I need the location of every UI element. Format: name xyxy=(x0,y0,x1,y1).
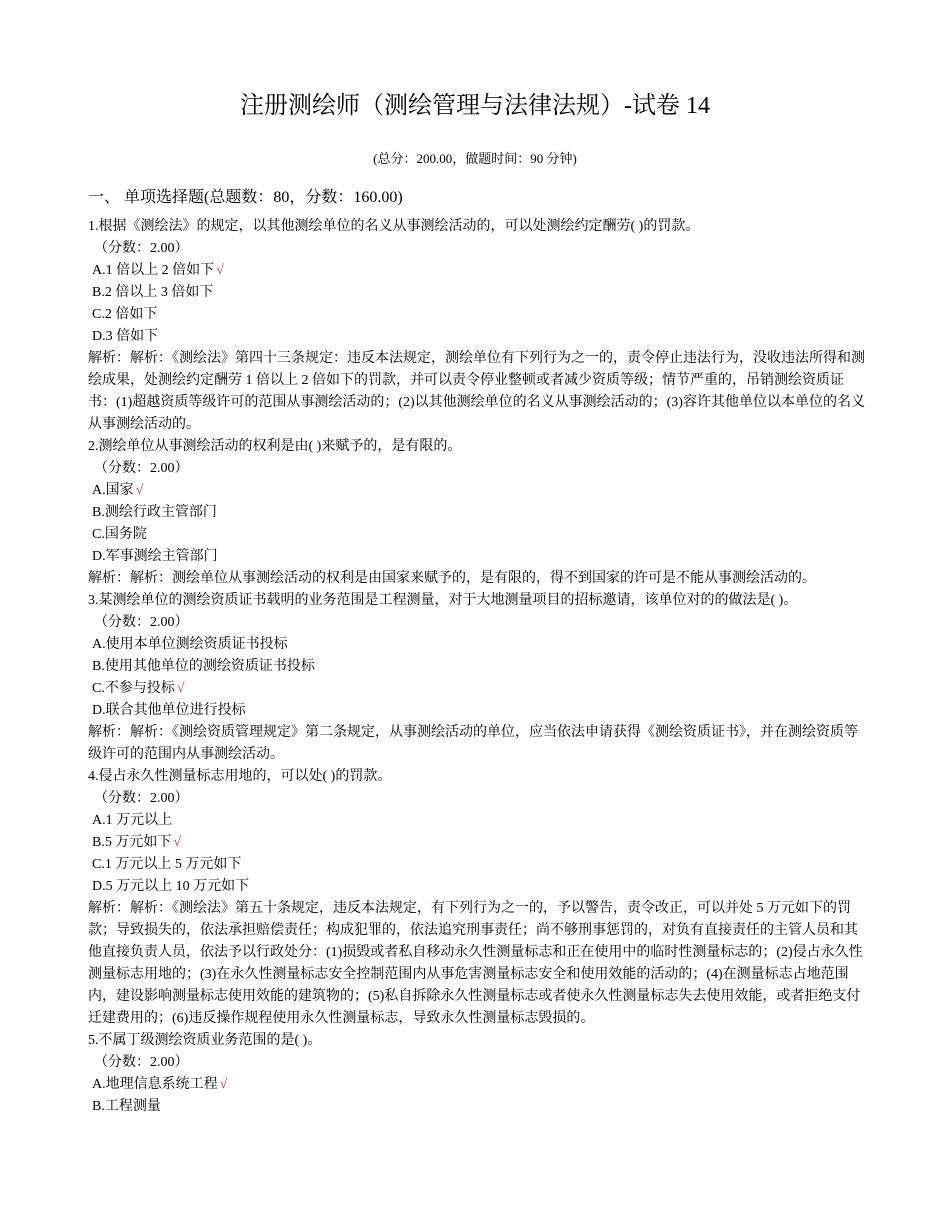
option-text: A.地理信息系统工程 xyxy=(92,1077,218,1092)
option-b xyxy=(88,502,868,524)
option-b xyxy=(88,282,868,304)
analysis-text: 解析：解析：《测绘资质管理规定》第二条规定，从事测绘活动的单位，应当依法申请获得《测绘资质证书》，并在测绘资质等级许可的范围内从事测绘活动。 xyxy=(88,725,858,762)
option-text: C.国务院 xyxy=(92,527,147,542)
question-stem: 2.测绘单位从事测绘活动的权利是由( )来赋予的，是有限的。 xyxy=(88,439,462,454)
option-a xyxy=(88,1074,868,1096)
question-stem: 3.某测绘单位的测绘资质证书载明的业务范围是工程测量，对于大地测量项目的招标邀请，该单位对的的做法是( )。 xyxy=(88,593,798,608)
option-text: B.工程测量 xyxy=(92,1099,161,1114)
option-a xyxy=(88,260,868,282)
option-text: D.联合其他单位进行投标 xyxy=(92,703,246,718)
option-text: C.1 万元以上 5 万元如下 xyxy=(92,857,242,872)
option-d xyxy=(88,700,868,722)
question-score: （分数：2.00） xyxy=(94,241,189,256)
question-4 xyxy=(88,766,868,1030)
correct-check-icon: √ xyxy=(135,483,144,498)
option-c xyxy=(88,678,868,700)
correct-check-icon: √ xyxy=(176,681,185,696)
option-text: C.不参与投标 xyxy=(92,681,175,696)
option-text: A.1 万元以上 xyxy=(92,813,173,828)
option-text: C.2 倍如下 xyxy=(92,307,158,322)
question-score: （分数：2.00） xyxy=(94,461,189,476)
option-text: A.使用本单位测绘资质证书投标 xyxy=(92,637,288,652)
option-a xyxy=(88,634,868,656)
option-b xyxy=(88,1096,868,1118)
option-a xyxy=(88,810,868,832)
question-1 xyxy=(88,216,868,436)
question-list xyxy=(88,216,868,1118)
question-score: （分数：2.00） xyxy=(94,1055,189,1070)
question-5 xyxy=(88,1030,868,1118)
exam-title: 注册测绘师（测绘管理与法律法规）-试卷 14 xyxy=(240,93,710,119)
question-stem: 5.不属丁级测绘资质业务范围的是( )。 xyxy=(88,1033,322,1048)
question-score: （分数：2.00） xyxy=(94,791,189,806)
option-text: B.2 倍以上 3 倍如下 xyxy=(92,285,214,300)
analysis-text: 解析：解析：测绘单位从事测绘活动的权利是由国家来赋予的，是有限的，得不到国家的许可是不能从事测绘活动的。 xyxy=(88,571,816,586)
question-stem: 1.根据《测绘法》的规定，以其他测绘单位的名义从事测绘活动的，可以处测绘约定酬劳( )的罚款。 xyxy=(88,219,700,234)
option-text: D.3 倍如下 xyxy=(92,329,159,344)
analysis-text: 解析：解析：《测绘法》第五十条规定，违反本法规定，有下列行为之一的，予以警告，责令改正，可以并处 5 万元如下的罚款；导致损失的，依法承担赔偿责任；构成犯罪的，依法追究刑事责任；尚不够刑事惩罚的，对负有直接责任的主管人员和其他直接负责人员，依法予以行政处分：(1)损毁或者私自移动永久性测量标志和正在使用中的临时性测量标志的；(2)侵占永久性测量标志用地的；(3)在永久性测量标志安全控制范围内从事危害测量标志安全和使用效能的活动的；(4)在测量标志占地范围内，建设影响测量标志使用效能的建筑物的；(5)私自拆除永久性测量标志或者使永久性测量标志失去使用效能，或者拒绝支付迁建费用的；(6)违反操作规程使用永久性测量标志，导致永久性测量标志毁损的。 xyxy=(88,901,863,1026)
option-c xyxy=(88,304,868,326)
option-text: B.5 万元如下 xyxy=(92,835,172,850)
question-3 xyxy=(88,590,868,766)
option-c xyxy=(88,854,868,876)
option-b xyxy=(88,656,868,678)
option-text: B.使用其他单位的测绘资质证书投标 xyxy=(92,659,315,674)
question-stem: 4.侵占永久性测量标志用地的，可以处( )的罚款。 xyxy=(88,769,392,784)
option-text: A.1 倍以上 2 倍如下 xyxy=(92,263,215,278)
option-b xyxy=(88,832,868,854)
option-d xyxy=(88,876,868,898)
question-score: （分数：2.00） xyxy=(94,615,189,630)
correct-check-icon: √ xyxy=(173,835,182,850)
option-c xyxy=(88,524,868,546)
analysis-text: 解析：解析：《测绘法》第四十三条规定：违反本法规定，测绘单位有下列行为之一的，责令停止违法行为，没收违法所得和测绘成果，处测绘约定酬劳 1 倍以上 2 倍如下的罚款，并可以责令停业整顿或者减少资质等级；情节严重的，吊销测绘资质证书：(1)超越资质等级许可的范围从事测绘活动的；(2)以其他测绘单位的名义从事测绘活动的；(3)容许其他单位以本单位的名义从事测绘活动的。 xyxy=(88,351,865,432)
option-text: A.国家 xyxy=(92,483,134,498)
correct-check-icon: √ xyxy=(216,263,224,278)
option-a xyxy=(88,480,868,502)
correct-check-icon: √ xyxy=(219,1077,228,1092)
exam-meta: (总分：200.00，做题时间：90 分钟) xyxy=(373,151,577,166)
question-2 xyxy=(88,436,868,590)
option-text: D.5 万元以上 10 万元如下 xyxy=(92,879,250,894)
section-heading: 一、 单项选择题(总题数：80，分数：160.00) xyxy=(88,189,403,206)
option-d xyxy=(88,546,868,568)
option-text: D.军事测绘主管部门 xyxy=(92,549,218,564)
option-text: B.测绘行政主管部门 xyxy=(92,505,217,520)
option-d xyxy=(88,326,868,348)
